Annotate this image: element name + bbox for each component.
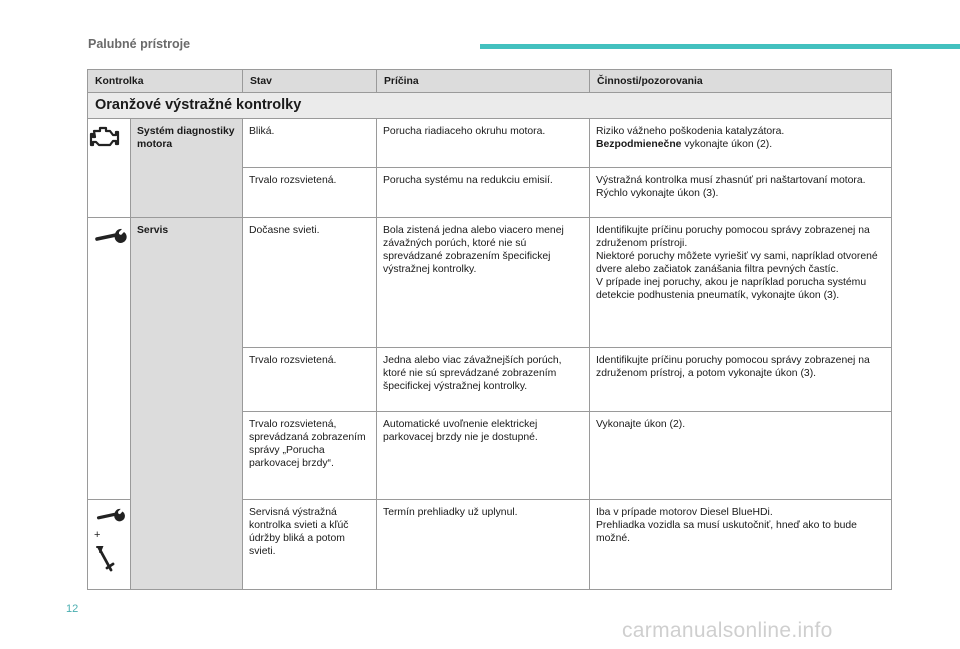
icon-cell — [88, 218, 131, 500]
cell-pricina: Termín prehliadky už uplynul. — [377, 500, 590, 590]
engine-diagnostic-icon — [86, 125, 120, 151]
cell-cinnost: Riziko vážneho poškodenia katalyzátora. Bezpodmienečne vykonajte úkon (2). — [590, 119, 892, 168]
emphasis-text: Bezpodmienečne — [596, 139, 682, 150]
cell-cinnost: Iba v prípade motorov Diesel BlueHDi. Prehliadka vozidla sa musí uskutočniť, hneď ako to bude možné. — [590, 500, 892, 590]
cell-pricina: Porucha systému na redukciu emisií. — [377, 168, 590, 218]
col-header-cinnosti: Činnosti/pozorovania — [590, 70, 892, 93]
light-name-servis: Servis — [131, 218, 243, 590]
watermark: carmanualsonline.info — [622, 619, 833, 642]
light-name-diagnostics: Systém diagnostiky motora — [131, 119, 243, 218]
plus-sign: + — [94, 529, 101, 541]
table-row — [88, 119, 892, 168]
cell-pricina: Automatické uvoľnenie elektrickej parkovacej brzdy nie je dostupné. — [377, 412, 590, 500]
col-header-stav: Stav — [243, 70, 377, 93]
table-header-row — [88, 70, 892, 93]
cell-stav: Trvalo rozsvietená. — [243, 348, 377, 412]
cell-stav: Bliká. — [243, 119, 377, 168]
cell-stav: Trvalo rozsvietená, sprevádzaná zobrazením správy „Porucha parkovacej brzdy“. — [243, 412, 377, 500]
cell-cinnost: Výstražná kontrolka musí zhasnúť pri naštartovaní motora. Rýchlo vykonajte úkon (3). — [590, 168, 892, 218]
col-header-kontrolka: Kontrolka — [88, 70, 243, 93]
table-row — [88, 218, 892, 348]
cell-pricina: Bola zistená jedna alebo viacero menej závažných porúch, ktoré nie sú sprevádzané zobrazením špecifickej výstražnej kontrolky. — [377, 218, 590, 348]
page-header-title: Palubné prístroje — [88, 37, 191, 51]
warning-lights-table — [87, 69, 892, 590]
cell-pricina: Porucha riadiaceho okruhu motora. — [377, 119, 590, 168]
wrench-icon — [94, 228, 128, 246]
section-title: Oranžové výstražné kontrolky — [88, 93, 892, 119]
cell-cinnost: Identifikujte príčinu poruchy pomocou správy zobrazenej na združenom prístroji. Niektoré poruchy môžete vyriešiť vy sami, napríklad otvorené dvere alebo začiatok zanášania filtra pevných častíc. V prípade inej poruchy, akou je napríklad porucha systému detekcie podhustenia pneumatík, vykonajte úkon (3). — [590, 218, 892, 348]
page-number: 12 — [66, 603, 79, 615]
cell-stav: Servisná výstražná kontrolka svieti a kľúč údržby bliká a potom svieti. — [243, 500, 377, 590]
maintenance-spanner-icon — [94, 544, 118, 574]
cell-stav: Dočasne svieti. — [243, 218, 377, 348]
cell-cinnost: Vykonajte úkon (2). — [590, 412, 892, 500]
cell-stav: Trvalo rozsvietená. — [243, 168, 377, 218]
icon-cell — [88, 119, 131, 218]
header-accent-bar — [480, 44, 960, 49]
section-row — [88, 93, 892, 119]
wrench-icon — [94, 508, 128, 524]
cell-cinnost: Identifikujte príčinu poruchy pomocou správy zobrazenej na združenom prístroj, a potom vykonajte úkon (3). — [590, 348, 892, 412]
icon-cell — [88, 500, 131, 590]
cell-pricina: Jedna alebo viac závažnejších porúch, ktoré nie sú sprevádzané zobrazením špecifickej výstražnej kontrolky. — [377, 348, 590, 412]
col-header-pricina: Príčina — [377, 70, 590, 93]
